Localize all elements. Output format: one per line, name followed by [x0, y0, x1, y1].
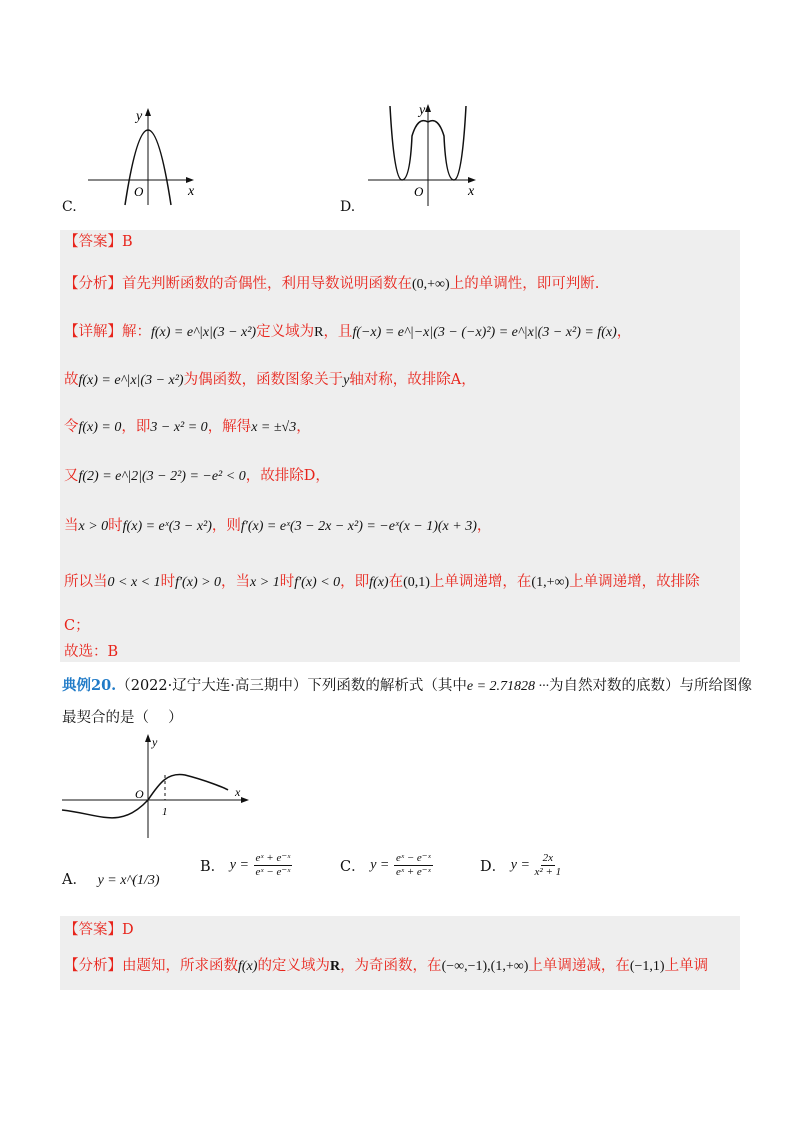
detail-line-4 — [64, 466, 330, 487]
ex-graph-y-arrow — [145, 734, 151, 742]
example20-line-2: 最契合的是（ ） — [62, 710, 183, 726]
graph-d-curve-right — [428, 106, 466, 180]
zero-eq-math: f(x) = 0 — [78, 420, 122, 435]
analysis-text: 上单调递减，在 — [528, 958, 630, 974]
option-b-fraction — [254, 852, 293, 879]
interval-math: (0,1) — [403, 575, 430, 590]
detail-line-2 — [64, 370, 476, 391]
interval-math: (−∞,−1),(1,+∞) — [441, 959, 529, 974]
option-b[interactable] — [200, 852, 292, 879]
graph-c-x-arrow — [186, 177, 194, 183]
option-label: B． — [200, 859, 226, 875]
graph-c-label: C. — [62, 199, 77, 215]
analysis-line-2 — [64, 956, 708, 977]
graph-d-y-label: y — [419, 103, 426, 118]
detail-text: 令 — [64, 419, 79, 435]
detail-text: ， — [476, 518, 492, 534]
detail-line-3 — [64, 417, 311, 438]
detail-text: ，故排除D， — [245, 468, 330, 484]
analysis-text: 首先判断函数的奇偶性，利用导数说明函数在 — [122, 276, 412, 292]
detail-text: 定义域为 — [256, 324, 315, 340]
graph-c-y-arrow — [145, 108, 151, 116]
answer-line — [64, 232, 133, 252]
option-label: A． — [62, 872, 87, 888]
fraction-numerator: eˣ + e⁻ˣ — [255, 852, 291, 864]
solution-box-2 — [60, 916, 740, 990]
option-lhs: y = — [370, 857, 390, 873]
answer-tag: 【答案】 — [64, 922, 122, 938]
option-c-fraction — [394, 852, 433, 879]
detail-text: 故 — [64, 372, 79, 388]
detail-text: 当 — [64, 518, 79, 534]
detail-text: 为偶函数，函数图象关于 — [183, 372, 344, 388]
detail-text: ，即 — [121, 419, 151, 435]
function-positive-math: f(x) = eˣ(3 − x²) — [122, 519, 212, 534]
detail-text: ，即 — [340, 574, 370, 590]
option-a[interactable] — [62, 868, 160, 889]
detail-line-7: C； — [64, 618, 90, 634]
equation-math: 3 − x² = 0 — [150, 420, 208, 435]
option-d[interactable] — [480, 852, 561, 879]
option-c[interactable] — [340, 852, 433, 879]
detail-text: 在 — [388, 574, 404, 590]
graph-c-x-label: x — [188, 184, 195, 199]
detail-text: 时 — [108, 518, 123, 534]
derivative-sign-math: f′(x) < 0 — [294, 575, 341, 590]
ex-graph-origin: O — [135, 787, 144, 801]
graph-c-y-label: y — [136, 109, 143, 124]
y-symbol: y — [343, 373, 350, 388]
fraction-denominator: eˣ − e⁻ˣ — [255, 866, 291, 878]
analysis-text: 由题知，所求函数 — [122, 958, 238, 974]
question-text: （2022·辽宁大连·高三期中）下列函数的解析式（其中 — [116, 678, 467, 694]
graph-d-y-arrow — [425, 104, 431, 112]
example20-line-1 — [62, 674, 752, 695]
detail-text: ，当 — [221, 574, 251, 590]
detail-line-6 — [64, 572, 700, 593]
reals-symbol: R — [314, 325, 324, 340]
detail-text: 时 — [279, 574, 295, 590]
answer-value: B — [122, 234, 133, 250]
option-lhs: y = — [510, 857, 530, 873]
ex-graph-y-label: y — [152, 735, 158, 749]
detail-text: ，且 — [323, 324, 353, 340]
graph-d-origin: O — [414, 184, 424, 199]
option-label: C． — [340, 859, 366, 875]
analysis-tag: 【分析】 — [64, 958, 122, 974]
condition-math: x > 0 — [78, 519, 109, 534]
detail-text: ， — [296, 419, 311, 435]
example20-graph — [60, 730, 260, 842]
interval-math: (1,+∞) — [531, 575, 570, 590]
fraction-numerator: eˣ − e⁻ˣ — [396, 852, 431, 864]
detail-text: 上单调递增，在 — [429, 574, 532, 590]
graph-d-x-label: x — [468, 184, 475, 199]
graph-c — [80, 100, 210, 210]
fraction-denominator: x² + 1 — [534, 866, 562, 878]
even-check-math: f(−x) = e^|−x|(3 − (−x)²) = e^|x|(3 − x²) = f(x) — [352, 325, 617, 340]
solution-box-1 — [60, 230, 740, 662]
interval-math: (−1,1) — [629, 959, 665, 974]
detail-text: ， — [616, 324, 632, 340]
question-text: 为自然对数的底数）与所给图像 — [549, 678, 753, 694]
solution-math: x = ±√3 — [251, 420, 297, 435]
example-label: 典例20. — [62, 677, 117, 694]
ex-graph-x-arrow — [241, 797, 249, 803]
fx-math: f(x) — [369, 575, 389, 590]
detail-text: 所以当 — [64, 574, 108, 590]
answer-tag: 【答案】 — [64, 234, 122, 250]
graph-d — [360, 98, 490, 208]
detail-text: 解： — [122, 324, 151, 340]
fraction-denominator: eˣ + e⁻ˣ — [396, 866, 431, 878]
interval-math: (0,+∞) — [412, 277, 450, 292]
derivative-sign-math: f′(x) > 0 — [175, 575, 222, 590]
fraction-numerator: 2x — [542, 852, 554, 864]
detail-tag: 【详解】 — [64, 324, 122, 340]
function-def-math: f(x) = e^|x|(3 − x²) — [151, 325, 257, 340]
analysis-text: 上单调 — [664, 958, 709, 974]
value-check-math: f(2) = e^|2|(3 − 2²) = −e² < 0 — [78, 469, 246, 484]
ex-graph-curve — [62, 774, 228, 817]
reals-symbol: R — [329, 959, 341, 974]
detail-line-5 — [64, 516, 491, 537]
detail-text: ，解得 — [207, 419, 252, 435]
condition-math: 0 < x < 1 — [107, 575, 161, 590]
answer-value: D — [122, 922, 134, 938]
analysis-text: 的定义域为 — [257, 958, 330, 974]
analysis-text-end: 上的单调性，即可判断. — [449, 276, 600, 292]
ex-graph-x-label: x — [235, 785, 241, 799]
analysis-text: ，为奇函数，在 — [340, 958, 442, 974]
final-choice: 故选：B — [64, 644, 119, 660]
detail-text: 又 — [64, 468, 79, 484]
option-d-fraction — [535, 852, 562, 879]
graph-d-label: D. — [340, 199, 356, 215]
fx-math: f(x) — [238, 959, 258, 974]
detail-text: 时 — [160, 574, 176, 590]
derivative-math: f′(x) = eˣ(3 − 2x − x²) = −eˣ(x − 1)(x + 3) — [240, 519, 477, 534]
answer-line-2 — [64, 920, 134, 940]
option-lhs: y = — [229, 857, 249, 873]
detail-text: ，则 — [211, 518, 241, 534]
detail-text: 上单调递增，故排除 — [569, 574, 700, 590]
graph-c-origin: O — [134, 184, 144, 199]
option-label: D． — [480, 859, 507, 875]
detail-line-1 — [64, 322, 631, 343]
function-def-math: f(x) = e^|x|(3 − x²) — [78, 373, 184, 388]
condition-math: x > 1 — [250, 575, 280, 590]
ex-graph-tick-1: 1 — [162, 806, 168, 818]
option-a-expr: y = x^(1/3) — [97, 873, 160, 888]
analysis-tag: 【分析】 — [64, 276, 122, 292]
analysis-line — [64, 274, 599, 295]
e-value-math: e = 2.71828 ··· — [466, 679, 550, 694]
detail-text: 轴对称，故排除A， — [349, 372, 476, 388]
graph-d-x-arrow — [468, 177, 476, 183]
